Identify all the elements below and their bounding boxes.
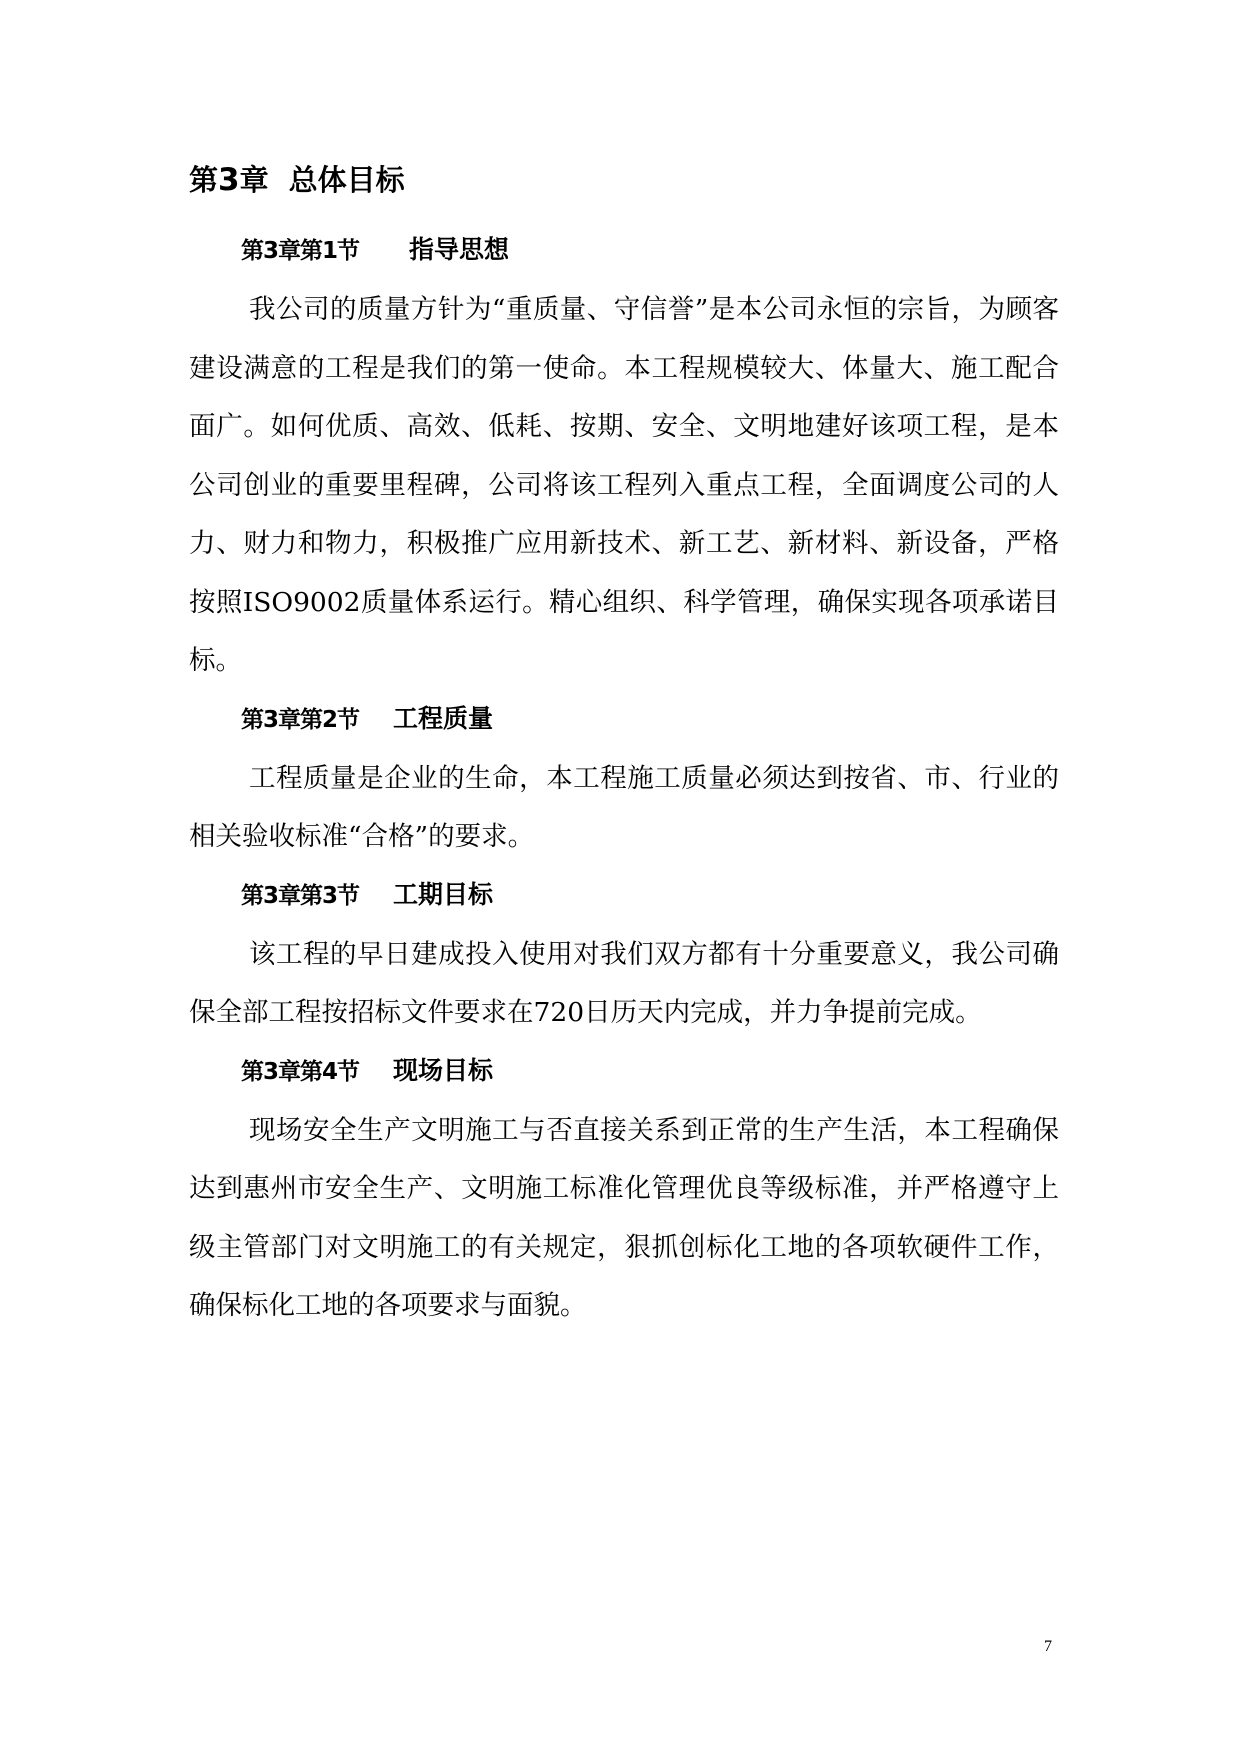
chapter-title (189, 160, 1059, 200)
chapter-suffix: 章 (239, 163, 269, 197)
section-label: 第3章第2节 (241, 706, 360, 733)
chapter-prefix: 第 (189, 163, 219, 197)
chapter-title-text: 总体目标 (288, 163, 405, 197)
section-paragraph: 工程质量是企业的生命，本工程施工质量必须达到按省、市、行业的相关验收标准“合格”的要求。 (189, 762, 1059, 852)
section-label: 第3章第3节 (241, 882, 360, 909)
section-2 (189, 699, 1059, 867)
page-number: 7 (1044, 1638, 1052, 1655)
section-paragraph: 该工程的早日建成投入使用对我们双方都有十分重要意义，我公司确保全部工程按招标文件要求在720日历天内完成，并力争提前完成。 (189, 938, 1059, 1028)
section-label: 第3章第4节 (241, 1058, 360, 1085)
section-title-text: 工期目标 (393, 879, 494, 909)
section-paragraph: 现场安全生产文明施工与否直接关系到正常的生产生活，本工程确保达到惠州市安全生产、文明施工标准化管理优良等级标准，并严格遵守上级主管部门对文明施工的有关规定，狠抓创标化工地的各项软硬件工作，确保标化工地的各项要求与面貌。 (189, 1114, 1059, 1321)
section-paragraph: 我公司的质量方针为“重质量、守信誉”是本公司永恒的宗旨，为顾客建设满意的工程是我们的第一使命。本工程规模较大、体量大、施工配合面广。如何优质、高效、低耗、按期、安全、文明地建好该项工程，是本公司创业的重要里程碑，公司将该工程列入重点工程，全面调度公司的人力、财力和物力，积极推广应用新技术、新工艺、新材料、新设备，严格按照ISO9002质量体系运行。精心组织、科学管理，确保实现各项承诺目标。 (189, 294, 1059, 676)
section-4 (189, 1051, 1059, 1336)
chapter-number: 3 (218, 162, 240, 198)
section-3 (189, 875, 1059, 1043)
section-heading (241, 230, 1059, 271)
page-content (189, 160, 1059, 1340)
section-title-text: 工程质量 (393, 703, 494, 733)
section-label: 第3章第1节 (241, 238, 360, 264)
section-heading (241, 1051, 1059, 1092)
section-1 (189, 230, 1059, 691)
section-heading (241, 875, 1059, 916)
section-title-text: 指导思想 (409, 235, 510, 264)
section-title-text: 现场目标 (393, 1055, 494, 1085)
section-heading (241, 699, 1059, 740)
